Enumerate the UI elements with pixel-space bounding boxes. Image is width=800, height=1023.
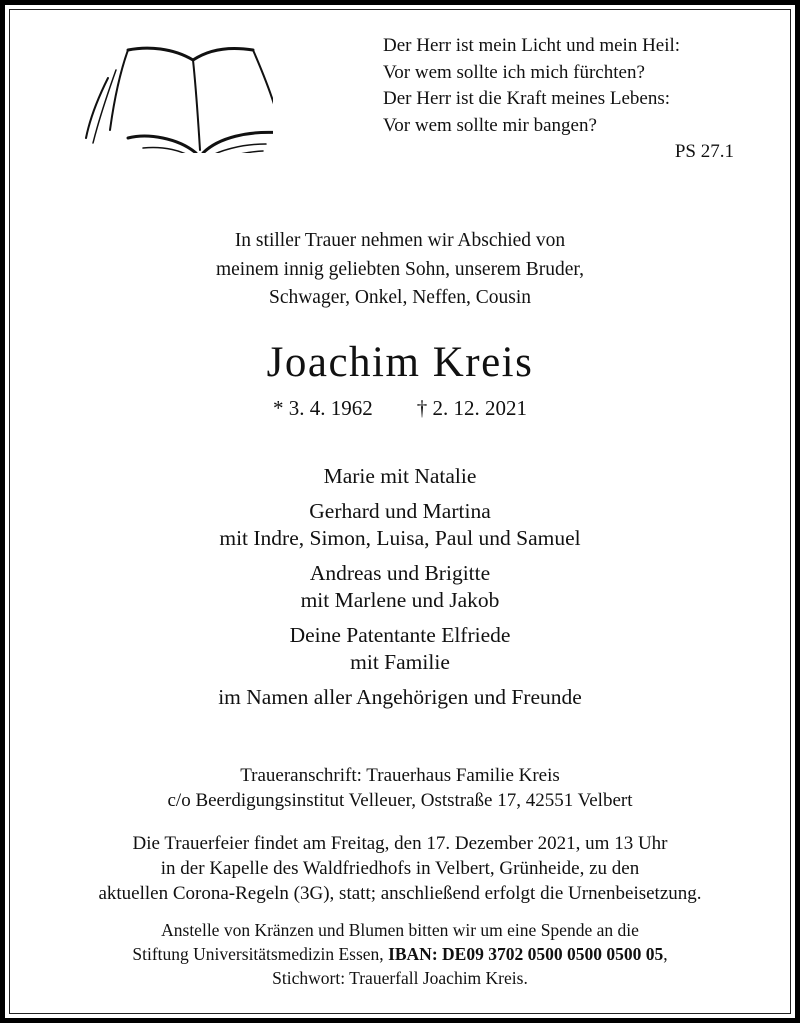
- ceremony-line: Die Trauerfeier findet am Freitag, den 17. Dezember 2021, um 13 Uhr: [132, 833, 668, 854]
- intro-line: In stiller Trauer nehmen wir Abschied von: [234, 230, 566, 251]
- intro-line: meinem innig geliebten Sohn, unserem Bruder,: [215, 258, 584, 280]
- life-dates: [0, 394, 800, 422]
- psalm-line: Vor wem sollte ich mich fürchten?: [383, 61, 645, 83]
- mourner-line: Gerhard und Martina: [309, 499, 491, 523]
- mourner-line: Andreas und Brigitte: [309, 561, 491, 585]
- psalm-line: Der Herr ist mein Licht und mein Heil:: [383, 35, 681, 56]
- mourner-group: [0, 622, 800, 676]
- mourner-group: [0, 560, 800, 614]
- donation-line: Anstelle von Kränzen und Blumen bitten wir um eine Spende an die: [161, 920, 639, 940]
- intro-line: Schwager, Onkel, Neffen, Cousin: [268, 287, 532, 308]
- birth-date: * 3. 4. 1962: [273, 396, 373, 420]
- mourners-list: [0, 463, 800, 719]
- address-line: Traueranschrift: Trauerhaus Familie Kreis: [240, 765, 560, 786]
- donation-keyword: Stichwort: Trauerfall Joachim Kreis.: [272, 968, 528, 988]
- open-book-icon: [48, 38, 273, 153]
- intro-text: [0, 227, 800, 313]
- psalm-quote: [383, 33, 783, 166]
- mourner-line: mit Familie: [350, 650, 450, 674]
- death-date: † 2. 12. 2021: [416, 396, 527, 420]
- mourner-line: Marie mit Natalie: [323, 464, 477, 488]
- iban: IBAN: DE09 3702 0500 0500 0500 05: [388, 944, 664, 964]
- mourner-group: [0, 684, 800, 711]
- ceremony-line: aktuellen Corona-Regeln (3G), statt; anschließend erfolgt die Urnenbeisetzung.: [98, 883, 702, 904]
- donation-info: [0, 918, 800, 990]
- mourner-line: Deine Patentante Elfriede: [289, 623, 511, 647]
- punctuation: ,: [663, 944, 668, 964]
- psalm-line: Der Herr ist die Kraft meines Lebens:: [383, 88, 671, 109]
- mourner-line: im Namen aller Angehörigen und Freunde: [218, 685, 582, 709]
- mourning-address: [0, 763, 800, 813]
- mourner-line: mit Marlene und Jakob: [300, 588, 500, 612]
- donation-line: [0, 942, 800, 966]
- deceased-name: Joachim Kreis: [266, 339, 534, 386]
- mourner-line: mit Indre, Simon, Luisa, Paul und Samuel: [219, 526, 581, 550]
- psalm-line: Vor wem sollte mir bangen?: [383, 114, 597, 136]
- psalm-reference: PS 27.1: [674, 141, 734, 162]
- address-line: c/o Beerdigungsinstitut Velleuer, Oststraße 17, 42551 Velbert: [167, 790, 633, 811]
- donation-recipient: Stiftung Universitätsmedizin Essen,: [132, 944, 389, 964]
- mourner-group: [0, 498, 800, 552]
- mourner-group: [0, 463, 800, 490]
- ceremony-line: in der Kapelle des Waldfriedhofs in Velbert, Grünheide, zu den: [160, 858, 640, 879]
- ceremony-info: [0, 831, 800, 906]
